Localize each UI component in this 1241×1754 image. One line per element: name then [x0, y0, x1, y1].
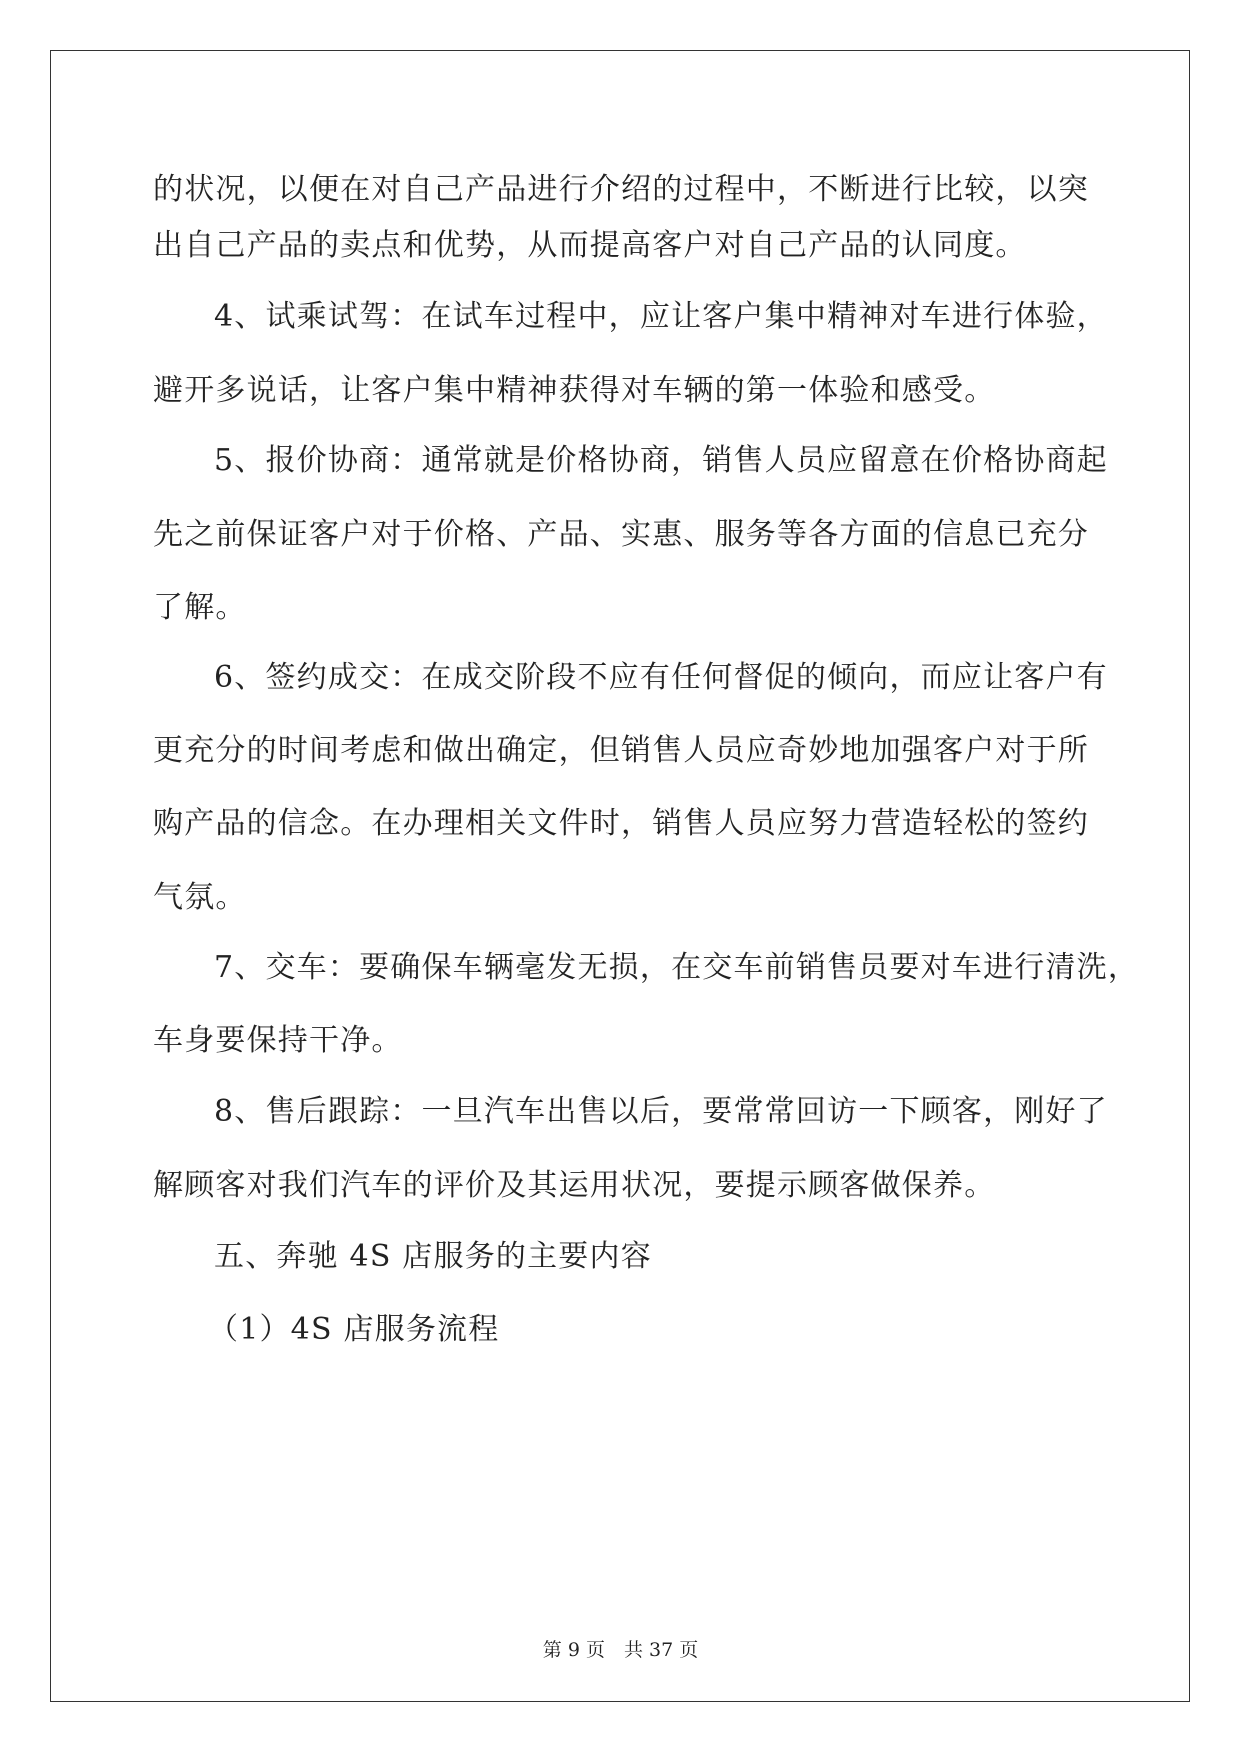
- paragraph-line: 的状况，以便在对自己产品进行介绍的过程中，不断进行比较，以突: [153, 172, 1089, 207]
- paragraph-line: 更充分的时间考虑和做出确定，但销售人员应奇妙地加强客户对于所: [153, 733, 1089, 768]
- item-5-line: 5、报价协商：通常就是价格协商，销售人员应留意在价格协商起: [214, 443, 1108, 478]
- paragraph-line: 车身要保持干净。: [153, 1023, 403, 1058]
- page-number-footer: 第 9 页 共 37 页: [542, 1639, 699, 1661]
- item-7-line: 7、交车：要确保车辆毫发无损，在交车前销售员要对车进行清洗，: [214, 950, 1140, 985]
- paragraph-line: 了解。: [153, 590, 247, 625]
- paragraph-line: 出自己产品的卖点和优势，从而提高客户对自己产品的认同度。: [153, 228, 1027, 263]
- item-4-line: 4、试乘试驾：在试车过程中，应让客户集中精神对车进行体验，: [214, 299, 1108, 334]
- paragraph-line: 气氛。: [153, 880, 247, 915]
- subsection-heading: （1）4S 店服务流程: [208, 1312, 500, 1347]
- paragraph-line: 购产品的信念。在办理相关文件时，销售人员应努力营造轻松的签约: [153, 806, 1089, 841]
- item-6-line: 6、签约成交：在成交阶段不应有任何督促的倾向，而应让客户有: [214, 660, 1108, 695]
- item-8-line: 8、售后跟踪：一旦汽车出售以后，要常常回访一下顾客，刚好了: [214, 1094, 1108, 1129]
- paragraph-line: 避开多说话，让客户集中精神获得对车辆的第一体验和感受。: [153, 373, 996, 408]
- paragraph-line: 先之前保证客户对于价格、产品、实惠、服务等各方面的信息已充分: [153, 517, 1089, 552]
- section-heading: 五、奔驰 4S 店服务的主要内容: [214, 1239, 652, 1274]
- paragraph-line: 解顾客对我们汽车的评价及其运用状况，要提示顾客做保养。: [153, 1168, 996, 1203]
